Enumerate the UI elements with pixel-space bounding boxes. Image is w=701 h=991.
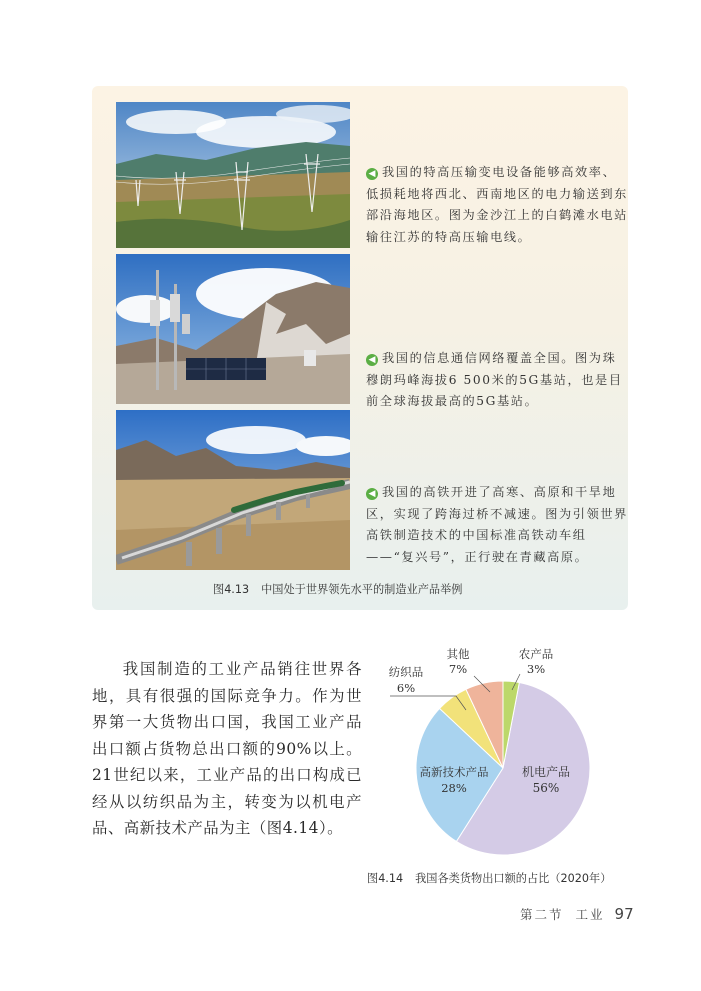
figure-4-14-caption — [367, 870, 611, 886]
body-paragraph: 我国制造的工业产品销往世界各地，具有很强的国际竞争力。作为世界第一大货物出口国，我国工业产品出口额占货物总出口额的90%以上。21世纪以来，工业产品的出口构成已经从以纺织品为主，转变为以机电产品、高新技术产品为主（图4.14）。 — [92, 660, 362, 837]
caption-high-speed-rail: ◀ 我国的高铁开进了高寒、高原和干旱地区，实现了跨海过桥不减速。图为引领世界高铁制造技术的中国标准高铁动车组——“复兴号”，正行驶在青藏高原。 — [366, 485, 628, 564]
figure-4-13-caption — [213, 581, 463, 597]
label-high-tech-value: 28% — [441, 781, 467, 795]
page-number: 97 — [614, 905, 634, 923]
label-other-value: 7% — [448, 662, 468, 676]
footer-chapter: 工业 — [575, 907, 605, 922]
footer-section: 第二节 — [520, 907, 564, 922]
figure-title: 中国处于世界领先水平的制造业产品举例 — [261, 583, 463, 596]
page-footer — [520, 905, 634, 923]
arrow-left-icon: ◀ — [366, 168, 378, 180]
export-share-pie-chart — [370, 640, 610, 865]
label-high-tech-name: 高新技术产品 — [419, 765, 489, 779]
label-agriculture-name: 农产品 — [518, 647, 554, 661]
figure-title: 我国各类货物出口额的占比（2020年） — [415, 872, 612, 885]
arrow-left-icon: ◀ — [366, 488, 378, 500]
photo-power-lines — [116, 102, 350, 248]
label-agriculture-value: 3% — [526, 662, 546, 676]
figure-number: 图4.14 — [367, 872, 404, 885]
body-text — [92, 656, 362, 842]
label-mechanical-electrical-name: 机电产品 — [521, 765, 571, 779]
label-mechanical-electrical-value: 56% — [532, 781, 560, 795]
arrow-left-icon: ◀ — [366, 354, 378, 366]
caption-5g-base-station: ◀ 我国的信息通信网络覆盖全国。图为珠穆朗玛峰海拔6 500米的5G基站，也是目前全球海拔最高的5G基站。 — [366, 351, 623, 408]
figure-number: 图4.13 — [213, 583, 250, 596]
caption-power-lines: ◀ 我国的特高压输变电设备能够高效率、低损耗地将西北、西南地区的电力输送到东部沿海地区。图为金沙江上的白鹤滩水电站输往江苏的特高压输电线。 — [366, 165, 628, 244]
label-other-name: 其他 — [446, 647, 470, 661]
label-textiles-name: 纺织品 — [388, 665, 424, 679]
photo-5g-base-station — [116, 254, 350, 404]
label-textiles-value: 6% — [396, 681, 416, 695]
photo-high-speed-rail — [116, 410, 350, 570]
